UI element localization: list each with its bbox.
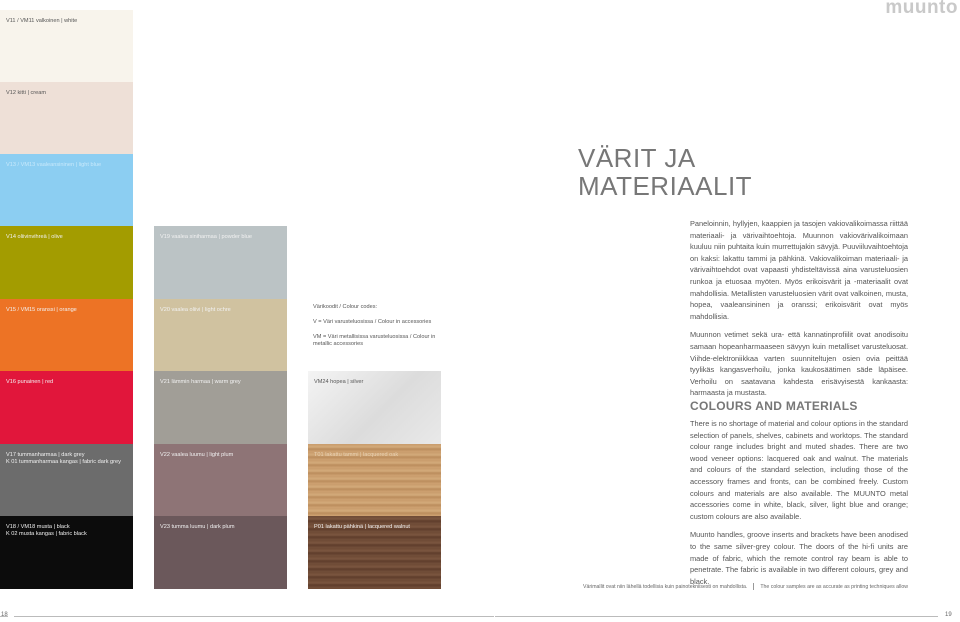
swatch-v22-light-plum — [154, 444, 287, 516]
swatch-label: V20 vaalea oliivi | light ochre — [160, 307, 231, 313]
colour-accuracy-footnote — [583, 583, 908, 590]
swatch-label: V12 kitti | cream — [6, 90, 47, 96]
swatch-v11-white — [0, 10, 133, 82]
swatch-label-fabric: K 02 musta kangas | fabric black — [6, 531, 87, 537]
swatch-label: V23 tumma luumu | dark plum — [160, 524, 235, 530]
swatch-v16-red — [0, 371, 133, 444]
footnote-english: The colour samples are as accurate as printing techniques allow — [760, 583, 908, 590]
swatch-label: V18 / VM18 musta | black — [6, 524, 70, 530]
colour-codes-legend — [313, 304, 441, 356]
swatch-label: V22 vaalea luumu | light plum — [160, 452, 234, 458]
english-heading: COLOURS AND MATERIALS — [690, 399, 858, 413]
swatch-label: V17 tummanharmaa | dark grey — [6, 452, 85, 458]
swatch-v12-cream — [0, 82, 133, 154]
swatch-label: P01 lakattu pähkinä | lacquered walnut — [314, 524, 410, 530]
muunto-logo: muunto — [885, 0, 958, 18]
swatch-v14-olive — [0, 226, 133, 299]
swatch-v21-warm-grey — [154, 371, 287, 444]
english-body — [690, 418, 908, 594]
finnish-paragraph-1: Paneloinnin, hyllyjen, kaappien ja tasojen vakiovalikoimassa riittää materiaali- ja värivaihtoehtoja. Muunnon vakiovärivalikoimaan kuuluu niin puhtaita kuin murrettujakin sävyjä. Puuviiluvaihtoehtoja on kaksi: lakattu tammi ja pähkinä. Vakiovalikoiman materiaali- ja värivaihtoehdot ovat vapaasti yhdisteltävissä aina varusteluosien runkoa ja etuosaa myöten. Myös erikoisvärit ja -materiaalit ovat mahdollisia. Metallisten varusteluosien värit ovat valkoinen, musta, hopea, vaaleansininen ja oranssi; erikoisvärit ovat myös mahdollisia. — [690, 219, 908, 321]
swatch-label: V19 vaalea siniharmaa | powder blue — [160, 234, 252, 240]
swatch-v23-dark-plum — [154, 516, 287, 589]
swatch-label: V16 punainen | red — [6, 379, 54, 385]
swatch-v13-light-blue — [0, 154, 133, 226]
swatch-t01-lacquered-oak — [308, 444, 441, 516]
swatch-p01-lacquered-walnut — [308, 516, 441, 589]
footer-rule-right — [495, 616, 938, 617]
swatch-v17-dark-grey — [0, 444, 133, 516]
finnish-body — [690, 218, 908, 406]
page-number-left: 18 — [1, 612, 8, 618]
swatch-v20-light-ochre — [154, 299, 287, 371]
codes-heading: Värikoodit / Colour codes: — [313, 304, 378, 310]
page-title — [578, 144, 752, 200]
footer-rule-left — [14, 616, 494, 617]
swatch-label: V21 lämmin harmaa | warm grey — [160, 379, 241, 385]
swatch-label: VM24 hopea | silver — [314, 379, 364, 385]
english-paragraph-1: There is no shortage of material and colour options in the standard selection of panels, shelves, cabinets and worktops. The standard colour range includes bright and muted shades. There are two wood veneer options: lacquered oak and walnut. The materials and colours of the standard selection, including those of the accessory frames and fronts, can be combined freely. Custom colours and materials are also available. The MUUNTO metal accessories come in white, black, silver, light blue and orange; custom colours are also available. — [690, 419, 908, 521]
swatch-v15-orange — [0, 299, 133, 371]
finnish-paragraph-2: Muunnon vetimet sekä ura- että kannatinprofiilit ovat anodisoitu samaan hopeanharmaaseen sävyyn kuin metalliset varusteluosat. Viihde-elektroniikkaa varten suunniteltujen osien ovia peittää tyylikäs kangasverhoilu, jonka kaukosäätimen säde läpäisee. Verhoilu on saatavana kahdesta erisävyisestä kankaasta: harmaasta ja mustasta. — [690, 330, 908, 398]
swatch-v18-black — [0, 516, 133, 589]
codes-vm-line: VM = Väri metallisissa varusteluosissa / Colour in metallic accessories — [313, 334, 436, 347]
swatch-label: V13 / VM13 vaaleansininen | light blue — [6, 162, 102, 168]
title-line-1: VÄRIT JA — [578, 143, 696, 173]
swatch-vm24-silver — [308, 371, 441, 444]
page-number-right: 19 — [945, 612, 952, 618]
swatch-label: V15 / VM15 oranssi | orange — [6, 307, 77, 313]
footnote-divider — [753, 583, 754, 590]
swatch-label: V14 oliivinvihreä | olive — [6, 234, 63, 240]
swatch-label: T01 lakattu tammi | lacquered oak — [314, 452, 399, 458]
footnote-finnish: Värimallit ovat niin lähellä todellisia kuin painotekniisesti on mahdollista. — [583, 583, 748, 590]
english-paragraph-2: Muunto handles, groove inserts and brackets have been anodised to the same silver-grey colour. The doors of the hi-fi units are made of fabric, which the remote control ray beam is able to penetrate. The fabric is available in two different colours, grey and black. — [690, 530, 908, 586]
swatch-v19-powder-blue — [154, 226, 287, 299]
title-line-2: MATERIAALIT — [578, 171, 753, 201]
swatch-label-fabric: K 01 tummanharmaa kangas | fabric dark grey — [6, 459, 121, 465]
swatch-label: V11 / VM11 valkoinen | white — [6, 18, 78, 24]
codes-v-line: V = Väri varusteluosissa / Colour in accessories — [313, 319, 432, 325]
